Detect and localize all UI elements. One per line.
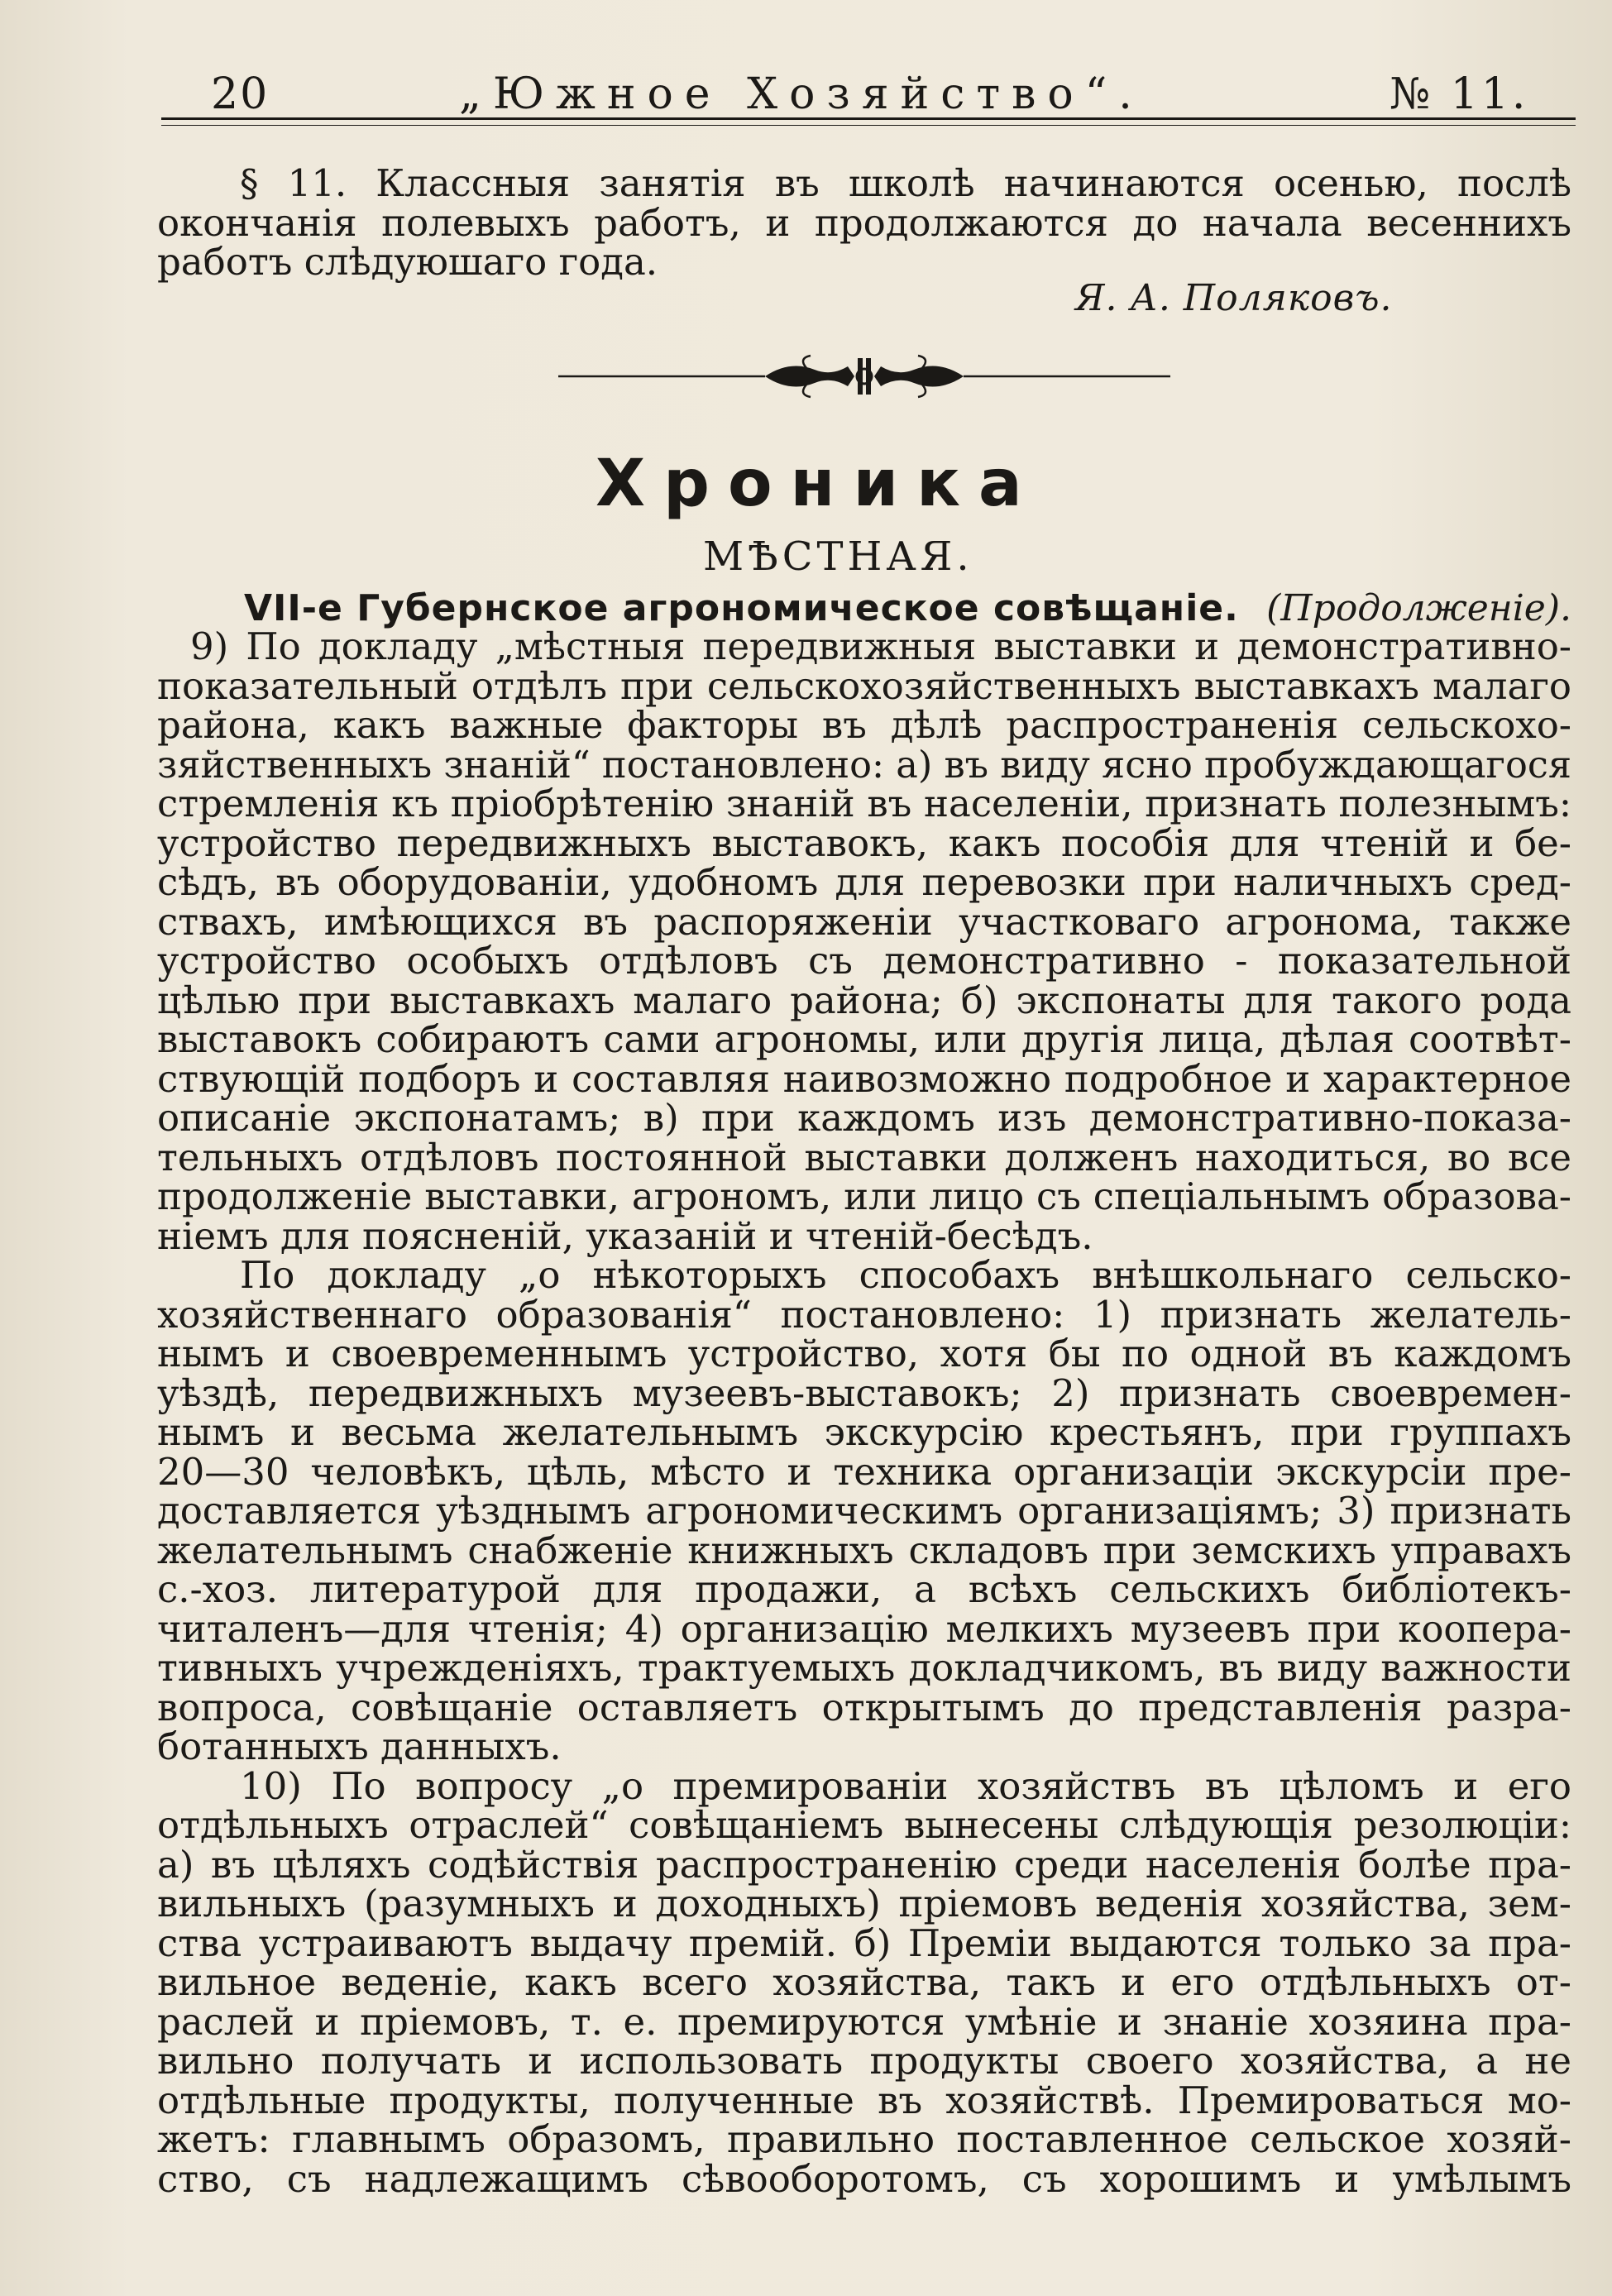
article-heading-title: VII-е Губернское агрономическое совѣщаніе. (244, 587, 1239, 629)
text-line: показательный отдѣлъ при сельскохозяйственныхъ выставкахъ малаго (157, 663, 1571, 708)
text-line: 9) По докладу „мѣстныя передвижныя выставки и демонстративно- (190, 624, 1571, 668)
text-line: описаніе экспонатамъ; в) при каждомъ изъ демонстративно-показа- (157, 1096, 1571, 1140)
text-line: отдѣльныхъ отраслей“ совѣщаніемъ вынесены слѣдующія резолюціи: (157, 1803, 1571, 1847)
text-line: выставокъ собираютъ сами агрономы, или другія лица, дѣлая соотвѣт- (157, 1017, 1571, 1061)
text-line: тивныхъ учрежденіяхъ, трактуемыхъ докладчикомъ, въ виду важности (157, 1646, 1571, 1690)
text-line: продолженіе выставки, агрономъ, или лицо съ спеціальнымъ образова- (157, 1174, 1571, 1218)
text-line: хозяйственнаго образованія“ постановлено: 1) признать желатель- (157, 1292, 1571, 1337)
text-line: устройство передвижныхъ выставокъ, какъ пособія для чтеній и бе- (157, 820, 1571, 865)
author-signature: Я. А. Поляковъ. (1075, 277, 1393, 319)
text-line: раслей и пріемовъ, т. е. премируются умѣніе и знаніе хозяина пра- (157, 1999, 1571, 2044)
text-line: По докладу „о нѣкоторыхъ способахъ внѣшкольнаго сельско- (240, 1253, 1571, 1297)
text-line: вильно получать и использовать продукты своего хозяйства, а не (157, 2039, 1571, 2083)
running-header (161, 65, 1580, 131)
text-line: сѣдъ, въ оборудованіи, удобномъ для перевозки при наличныхъ сред- (157, 860, 1571, 904)
text-line: ніемъ для поясненій, указаній и чтеній-бесѣдъ. (157, 1213, 1093, 1258)
text-line: ботанныхъ данныхъ. (157, 1724, 562, 1768)
text-line: жетъ: главнымъ образомъ, правильно поставленное сельское хозяй- (157, 2117, 1571, 2161)
text-line: читаленъ—для чтенія; 4) организацію мелкихъ музеевъ при коопера- (157, 1606, 1571, 1651)
text-line: ствахъ, имѣющихся въ распоряженіи участковаго агронома, также (157, 899, 1571, 944)
text-line: ство, съ надлежащимъ сѣвооборотомъ, съ хорошимъ и умѣлымъ (157, 2156, 1571, 2201)
text-line: доставляется уѣзднымъ агрономическимъ организаціямъ; 3) признать (157, 1489, 1571, 1533)
text-line: устройство особыхъ отдѣловъ съ демонстративно - показательной (157, 939, 1571, 983)
text-line: уѣздѣ, передвижныхъ музеевъ-выставокъ; 2) признать своевремен- (157, 1370, 1571, 1415)
text-line: района, какъ важные факторы въ дѣлѣ распространенія сельскохо- (157, 703, 1571, 747)
intro-paragraph (157, 161, 1571, 284)
subsection-title: МѢСТНАЯ. (703, 533, 973, 580)
text-line: тельныхъ отдѣловъ постоянной выставки долженъ находиться, во все (157, 1135, 1571, 1179)
text-line: нымъ и своевременнымъ устройство, хотя бы по одной въ каждомъ (157, 1332, 1571, 1375)
text-line: цѣлью при выставкахъ малаго района; б) экспонаты для такого рода (157, 978, 1571, 1022)
text-line: 10) По вопросу „о премированіи хозяйствъ въ цѣломъ и его (240, 1763, 1571, 1808)
text-line: желательнымъ снабженіе книжныхъ складовъ при земскихъ управахъ (157, 1528, 1571, 1572)
text-line: работъ слѣдуюшаго года. (157, 240, 658, 284)
article-heading (244, 587, 1571, 629)
text-line: отдѣльные продукты, полученные въ хозяйствѣ. Премироваться мо- (157, 2078, 1571, 2122)
header-rule-thin (161, 125, 1576, 126)
text-line: вильныхъ (разумныхъ и доходныхъ) пріемовъ веденія хозяйства, зем- (157, 1882, 1571, 1925)
text-line: вильное веденіе, какъ всего хозяйства, такъ и его отдѣльныхъ от- (157, 1960, 1571, 2004)
text-line: с.-хоз. литературой для продажи, а всѣхъ сельскихъ библіотекъ- (157, 1567, 1571, 1611)
text-line: зяйственныхъ знаній“ постановлено: а) въ виду ясно пробуждающагося (157, 742, 1571, 787)
article-heading-continued: (Продолженіе). (1266, 587, 1571, 629)
issue-number: № 11. (1390, 69, 1529, 119)
section-title: Хроника (596, 447, 1040, 521)
text-line: ствующій подборъ и составляя наивозможно подробное и характерное (157, 1056, 1571, 1101)
text-line: ства устраиваютъ выдачу премій. б) Преміи выдаются только за пра- (157, 1921, 1571, 1965)
text-line: а) въ цѣляхъ содѣйствія распространенію среди населенія болѣе пра- (157, 1842, 1571, 1887)
text-line: нымъ и весьма желательнымъ экскурсію крестьянъ, при группахъ (157, 1410, 1571, 1454)
text-line: вопроса, совѣщаніе оставляетъ открытымъ до представленія разра- (157, 1685, 1571, 1729)
text-line: 20—30 человѣкъ, цѣль, мѣсто и техника организаціи экскурсіи пре- (157, 1449, 1571, 1494)
article-body (157, 624, 1571, 2201)
text-line: окончанія полевыхъ работъ, и продолжаются до начала весеннихъ (157, 200, 1571, 245)
ornament-divider (558, 352, 1170, 401)
page-number: 20 (211, 69, 270, 119)
journal-title: „Южное Хозяйство“. (459, 69, 1144, 119)
header-rule (161, 117, 1576, 120)
text-line: стремленія къ пріобрѣтенію знаній въ населеніи, признать полезнымъ: (157, 782, 1571, 825)
text-line: § 11. Классныя занятія въ школѣ начинаются осенью, послѣ (240, 161, 1571, 205)
